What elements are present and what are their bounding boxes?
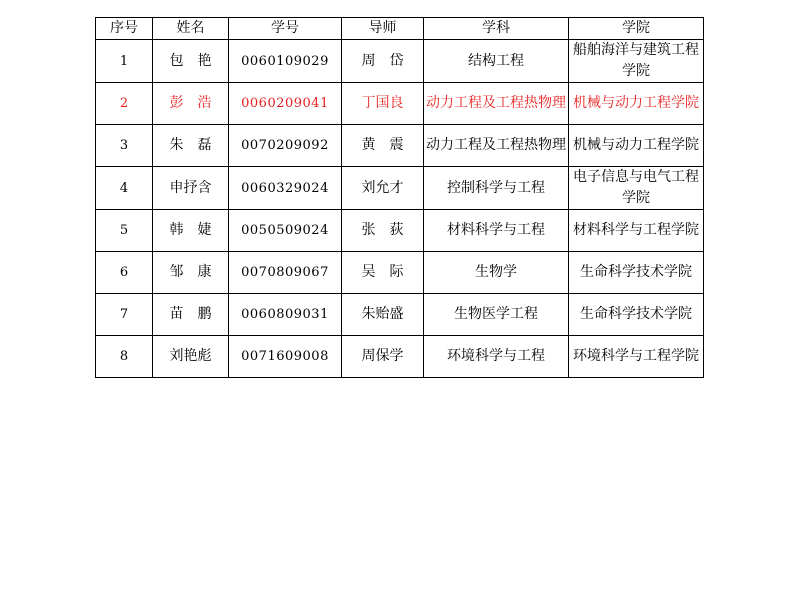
cell-index: 4 <box>96 167 153 210</box>
cell-college <box>569 167 704 210</box>
student-table-container <box>95 17 703 378</box>
cell-student-id: 0070209092 <box>229 125 342 167</box>
cell-advisor: 周保学 <box>342 336 424 378</box>
cell-name: 韩 婕 <box>153 210 229 252</box>
table-row <box>96 40 704 83</box>
cell-college <box>569 336 704 378</box>
cell-student-id: 0060109029 <box>229 40 342 83</box>
cell-college <box>569 252 704 294</box>
cell-index: 7 <box>96 294 153 336</box>
cell-discipline-text: 环境科学与工程 <box>447 348 545 364</box>
cell-student-id: 0060209041 <box>229 83 342 125</box>
cell-student-id: 0070809067 <box>229 252 342 294</box>
cell-index: 3 <box>96 125 153 167</box>
header-advisor: 导师 <box>342 18 424 40</box>
cell-index: 2 <box>96 83 153 125</box>
table-row <box>96 210 704 252</box>
cell-advisor: 张 荻 <box>342 210 424 252</box>
cell-discipline-text: 动力工程及工程热物理 <box>426 95 566 111</box>
cell-discipline-text: 生物医学工程 <box>454 306 538 322</box>
table-body <box>96 40 704 378</box>
table-row <box>96 83 704 125</box>
cell-advisor: 朱贻盛 <box>342 294 424 336</box>
cell-advisor: 黄 震 <box>342 125 424 167</box>
cell-college-text: 机械与动力工程学院 <box>573 95 699 111</box>
cell-index: 5 <box>96 210 153 252</box>
cell-college-text: 材料科学与工程学院 <box>573 222 699 238</box>
table-row <box>96 336 704 378</box>
header-index: 序号 <box>96 18 153 40</box>
cell-discipline <box>424 125 569 167</box>
cell-student-id: 0071609008 <box>229 336 342 378</box>
cell-college <box>569 125 704 167</box>
cell-discipline <box>424 83 569 125</box>
cell-college <box>569 83 704 125</box>
table-row <box>96 252 704 294</box>
cell-discipline-text: 动力工程及工程热物理 <box>426 137 566 153</box>
cell-name: 申抒含 <box>153 167 229 210</box>
cell-index: 6 <box>96 252 153 294</box>
cell-name: 苗 鹏 <box>153 294 229 336</box>
cell-student-id: 0050509024 <box>229 210 342 252</box>
cell-college-text: 船舶海洋与建筑工程学院 <box>573 42 699 79</box>
cell-advisor: 周 岱 <box>342 40 424 83</box>
cell-discipline <box>424 210 569 252</box>
cell-advisor: 丁国良 <box>342 83 424 125</box>
cell-discipline <box>424 294 569 336</box>
cell-index: 1 <box>96 40 153 83</box>
cell-discipline-text: 结构工程 <box>468 52 524 69</box>
student-table <box>95 17 704 378</box>
cell-discipline <box>424 252 569 294</box>
cell-discipline <box>424 40 569 83</box>
cell-discipline-text: 生物学 <box>475 264 517 280</box>
cell-college <box>569 40 704 83</box>
cell-name: 邹 康 <box>153 252 229 294</box>
cell-advisor: 吴 际 <box>342 252 424 294</box>
table-row <box>96 125 704 167</box>
cell-college <box>569 294 704 336</box>
header-name: 姓名 <box>153 18 229 40</box>
cell-name: 包 艳 <box>153 40 229 83</box>
cell-discipline <box>424 336 569 378</box>
cell-student-id: 0060329024 <box>229 167 342 210</box>
cell-discipline-text: 控制科学与工程 <box>447 179 545 196</box>
cell-advisor: 刘允才 <box>342 167 424 210</box>
table-row <box>96 167 704 210</box>
header-student-id: 学号 <box>229 18 342 40</box>
cell-name: 刘艳彪 <box>153 336 229 378</box>
table-header-row <box>96 18 704 40</box>
cell-discipline <box>424 167 569 210</box>
cell-name: 朱 磊 <box>153 125 229 167</box>
cell-college-text: 生命科学技术学院 <box>580 264 692 280</box>
header-college: 学院 <box>569 18 704 40</box>
cell-college-text: 机械与动力工程学院 <box>573 137 699 153</box>
cell-college <box>569 210 704 252</box>
cell-student-id: 0060809031 <box>229 294 342 336</box>
header-discipline: 学科 <box>424 18 569 40</box>
cell-name: 彭 浩 <box>153 83 229 125</box>
cell-index: 8 <box>96 336 153 378</box>
cell-college-text: 环境科学与工程学院 <box>573 348 699 364</box>
cell-college-text: 生命科学技术学院 <box>580 306 692 322</box>
cell-college-text: 电子信息与电气工程学院 <box>573 169 699 206</box>
cell-discipline-text: 材料科学与工程 <box>447 222 545 238</box>
table-row <box>96 294 704 336</box>
